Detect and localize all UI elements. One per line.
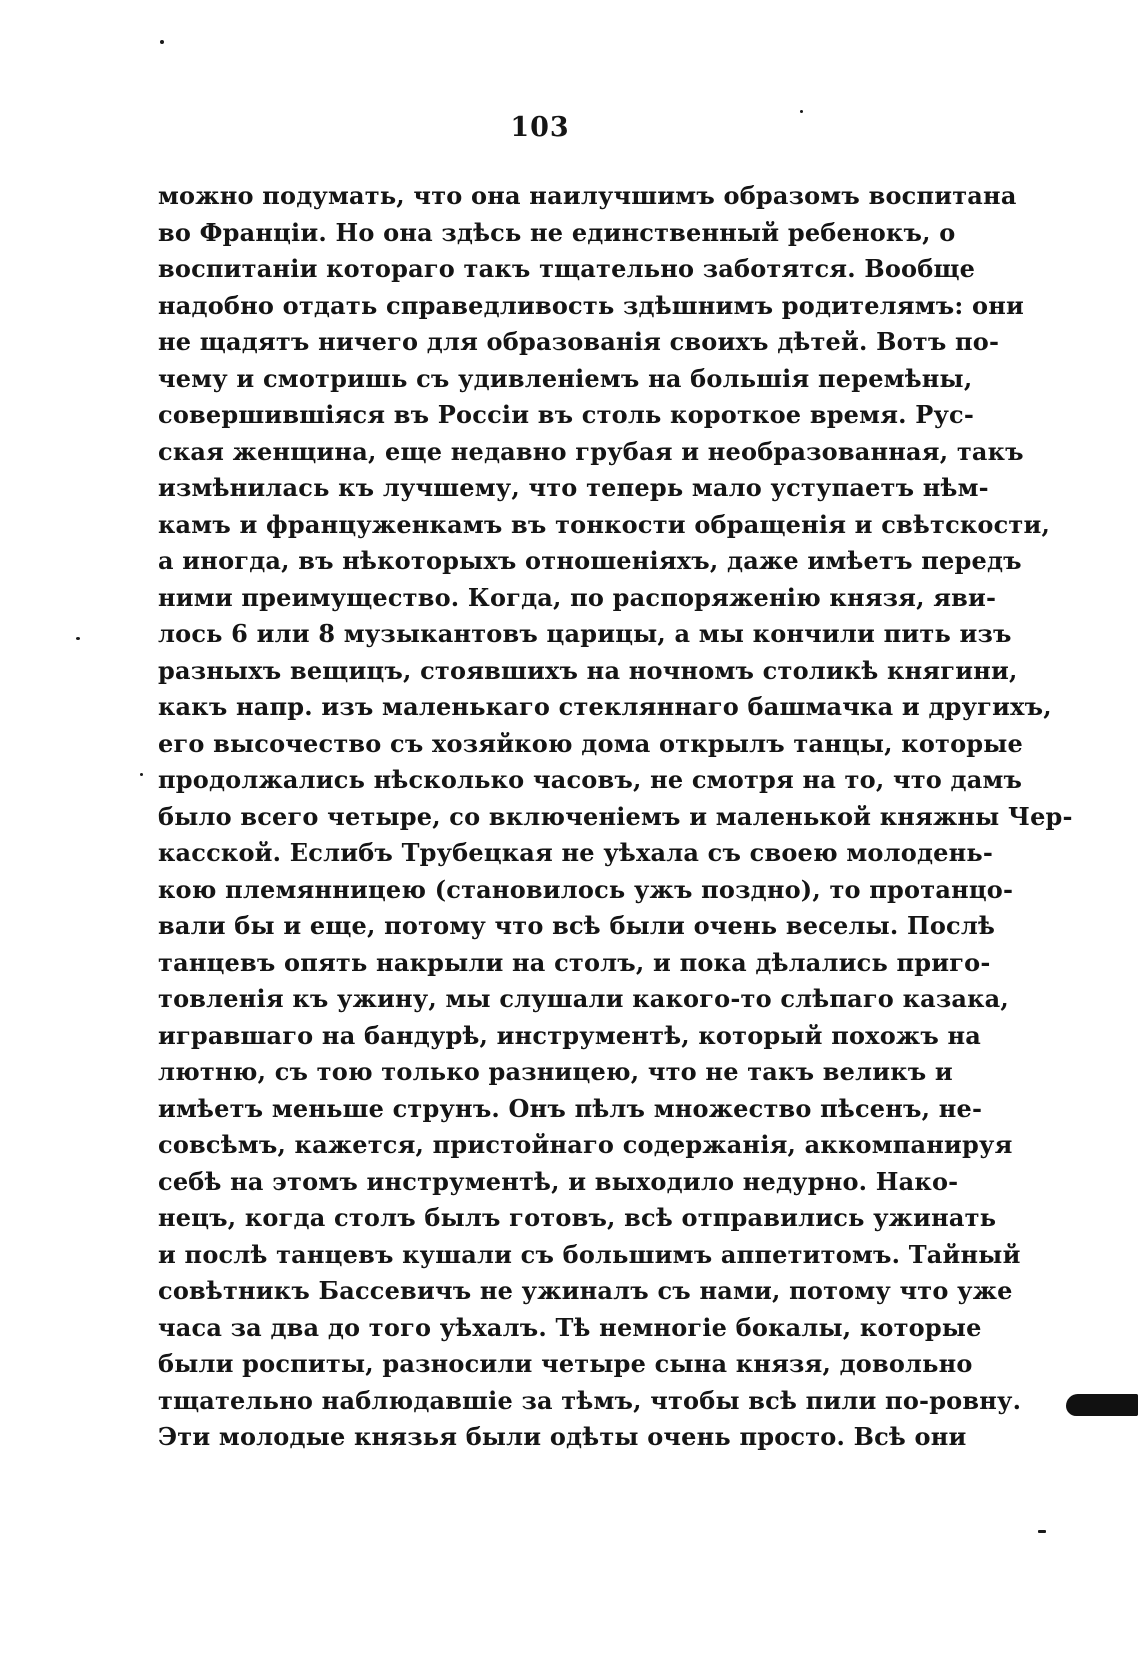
text-line: а иногда, въ нѣкоторыхъ отношеніяхъ, даже имѣетъ передъ: [158, 546, 1022, 575]
text-line: совсѣмъ, кажется, пристойнаго содержанія, аккомпанируя: [158, 1130, 1013, 1159]
text-line: нецъ, когда столъ былъ готовъ, всѣ отправились ужинать: [158, 1203, 997, 1232]
text-line: надобно отдать справедливость здѣшнимъ родителямъ: они: [158, 290, 1024, 320]
margin-speck: [1038, 1530, 1046, 1533]
text-line: было всего четыре, со включеніемъ и маленькой княжны Чер-: [158, 801, 1073, 831]
text-line: воспитаніи котораго такъ тщательно заботятся. Вообще: [158, 254, 976, 283]
text-line: какъ напр. изъ маленькаго стекляннаго башмачка и другихъ,: [158, 692, 1052, 721]
margin-speck: [76, 637, 80, 640]
text-line: лютню, съ тою только разницею, что не такъ великъ и: [158, 1057, 953, 1086]
text-line: совѣтникъ Бассевичъ не ужиналъ съ нами, потому что уже: [158, 1276, 1013, 1305]
text-line: были роспиты, разносили четыре сына князя, довольно: [158, 1349, 973, 1378]
text-line: часа за два до того уѣхалъ. Тѣ немногіе бокалы, которые: [158, 1312, 982, 1342]
text-line: тщательно наблюдавшіе за тѣмъ, чтобы всѣ пили по-ровну.: [158, 1385, 1022, 1415]
margin-ink-mark: [1066, 1394, 1138, 1416]
text-line: лось 6 или 8 музыкантовъ царицы, а мы кончили пить изъ: [158, 619, 1012, 648]
text-line: и послѣ танцевъ кушали съ большимъ аппетитомъ. Тайный: [158, 1239, 1021, 1269]
text-line: игравшаго на бандурѣ, инструментѣ, который похожъ на: [158, 1020, 982, 1050]
text-line: совершившіяся въ Россіи въ столь короткое время. Рус-: [158, 400, 975, 429]
text-line: чему и смотришь съ удивленіемъ на большія перемѣны,: [158, 363, 973, 393]
text-line: измѣнилась къ лучшему, что теперь мало уступаетъ нѣм-: [158, 473, 989, 502]
text-line: себѣ на этомъ инструментѣ, и выходило недурно. Нако-: [158, 1166, 959, 1196]
text-line: ними преимущество. Когда, по распоряженію князя, яви-: [158, 582, 997, 612]
text-line: ская женщина, еще недавно грубая и необразованная, такъ: [158, 436, 1024, 466]
page-number: 103: [510, 112, 570, 143]
text-line: не щадятъ ничего для образованія своихъ дѣтей. Вотъ по-: [158, 327, 1000, 356]
text-line: товленія къ ужину, мы слушали какого-то слѣпаго казака,: [158, 984, 1009, 1013]
text-line: вали бы и еще, потому что всѣ были очень веселы. Послѣ: [158, 911, 996, 940]
text-line: во Франціи. Но она здѣсь не единственный ребенокъ, о: [158, 217, 956, 247]
text-line: камъ и француженкамъ въ тонкости обращенія и свѣтскости,: [158, 509, 1051, 539]
text-line: касской. Еслибъ Трубецкая не уѣхала съ своею молодень-: [158, 838, 994, 867]
text-line: разныхъ вещицъ, стоявшихъ на ночномъ столикѣ княгини,: [158, 655, 1018, 685]
text-line: кою племянницею (становилось ужъ поздно), то протанцо-: [158, 874, 1014, 904]
margin-speck: [140, 773, 143, 776]
text-line: можно подумать, что она наилучшимъ образомъ воспитана: [158, 181, 1017, 210]
text-line: имѣетъ меньше струнъ. Онъ пѣлъ множество пѣсенъ, не-: [158, 1093, 983, 1123]
text-line: продолжались нѣсколько часовъ, не смотря на то, что дамъ: [158, 765, 1023, 794]
text-line: его высочество съ хозяйкою дома открылъ танцы, которые: [158, 728, 1024, 758]
page-speck: [160, 40, 164, 44]
text-line: танцевъ опять накрыли на столъ, и пока дѣлались приго-: [158, 947, 991, 977]
body-text: [158, 178, 1073, 1456]
text-line: Эти молодые князья были одѣты очень просто. Всѣ они: [158, 1422, 967, 1451]
